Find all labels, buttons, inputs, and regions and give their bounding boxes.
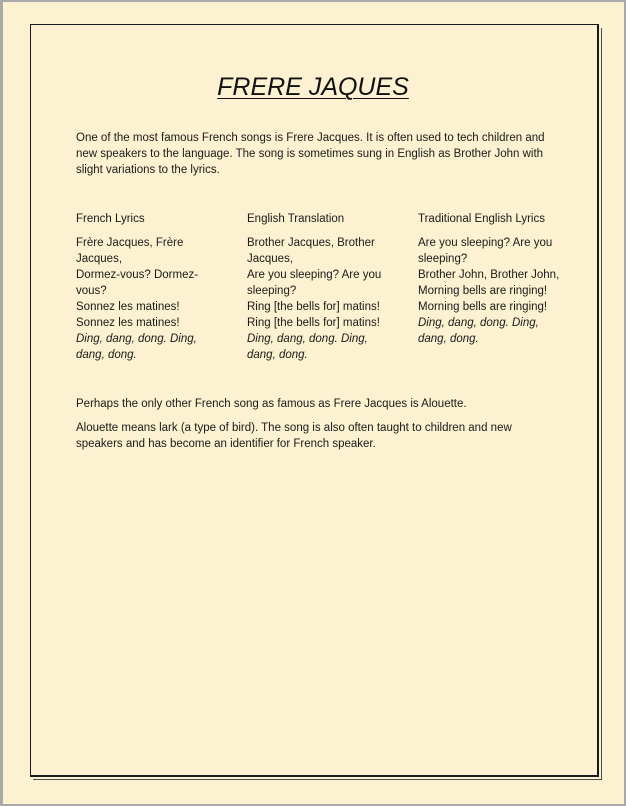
page-border-shadow-bottom (33, 779, 602, 780)
column-heading: English Translation (247, 213, 345, 225)
lyric-line: Are you sleeping? Are you sleeping? (247, 269, 382, 297)
french-lyrics-column (76, 211, 226, 363)
lyric-line: Brother John, Brother John, (418, 269, 560, 281)
intro-paragraph: One of the most famous French songs is Frere Jacques. It is often used to tech children and new speakers to the language. The song is sometimes sung in English as Brother John with slight variations to the lyrics. (76, 132, 545, 176)
lyric-line: Ding, dang, dong. Ding, dang, dong. (418, 317, 539, 345)
lyric-line: Ring [the bells for] matins! (247, 301, 380, 313)
lyric-line: Brother Jacques, Brother Jacques, (247, 237, 375, 265)
traditional-english-lyrics-column (418, 211, 568, 347)
lyric-line: Ring [the bells for] matins! (247, 317, 380, 329)
alouette-paragraph: Perhaps the only other French song as famous as Frere Jacques is Alouette. (76, 398, 467, 410)
lyric-line: Ding, dang, dong. Ding, dang, dong. (247, 333, 368, 361)
alouette-meaning-paragraph: Alouette means lark (a type of bird). The song is also often taught to children and new speakers and has become an identifier for French speaker. (76, 422, 512, 450)
lyric-line: Dormez-vous? Dormez-vous? (76, 269, 199, 297)
lyric-line: Morning bells are ringing! (418, 301, 548, 313)
lyric-line: Ding, dang, dong. Ding, dang, dong. (76, 333, 197, 361)
lyric-line: Frère Jacques, Frère Jacques, (76, 237, 184, 265)
lyric-line: Sonnez les matines! (76, 301, 180, 313)
lyric-line: Are you sleeping? Are you sleeping? (418, 237, 553, 265)
english-translation-column (247, 211, 397, 363)
page-title: FRERE JAQUES (217, 73, 409, 101)
column-heading: French Lyrics (76, 213, 145, 225)
column-heading: Traditional English Lyrics (418, 213, 545, 225)
lyric-line: Sonnez les matines! (76, 317, 180, 329)
page-border-shadow-right (601, 28, 602, 780)
lyric-line: Morning bells are ringing! (418, 285, 548, 297)
